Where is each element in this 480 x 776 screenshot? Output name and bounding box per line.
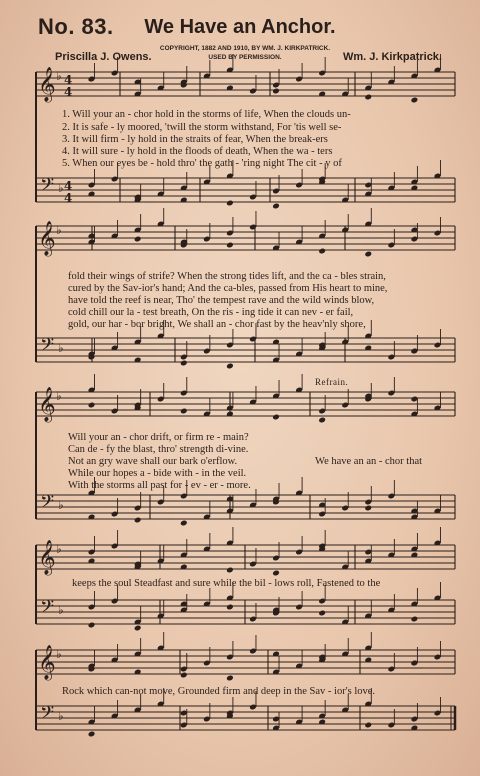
bass-clef: 𝄢 bbox=[40, 175, 55, 200]
flat-sign: ♭ bbox=[56, 69, 62, 83]
treble-clef: 𝄞 bbox=[38, 221, 56, 256]
treble-clef: 𝄞 bbox=[38, 387, 56, 422]
flat-sign: ♭ bbox=[58, 709, 64, 723]
note-head bbox=[180, 360, 188, 367]
verse-5-line-1: 5. When our eyes be - hold thro' the gath - 'ring night The cit - y of bbox=[62, 158, 342, 169]
verse-3-line-3: Not an gry wave shall our bark o'erflow. bbox=[68, 456, 238, 467]
verse-1-line-2: fold their wings of strife? When the strong tides lift, and the ca - bles strain, bbox=[68, 271, 386, 282]
verse-2-line-1: 2. It is safe - ly moored, 'twill the storm withstand, For 'tis well se- bbox=[62, 122, 342, 133]
treble-clef: 𝄞 bbox=[38, 540, 56, 575]
time-signature: 4 bbox=[64, 179, 73, 193]
note-head bbox=[226, 675, 234, 682]
bass-clef: 𝄢 bbox=[40, 703, 55, 728]
note-head bbox=[272, 570, 280, 577]
treble-clef: 𝄞 bbox=[38, 645, 56, 680]
hymn-number: No. 83. bbox=[38, 14, 114, 39]
verse-3-line-1: 3. It will firm - ly hold in the straits of fear, When the break-ers bbox=[62, 134, 328, 145]
verse-2-line-2: cured by the Sav-ior's hand; And the ca-bles, passed from His heart to mine, bbox=[68, 283, 388, 294]
note-head bbox=[364, 722, 372, 729]
flat-sign: ♭ bbox=[58, 181, 64, 195]
note-head bbox=[180, 672, 188, 679]
composer-credit: Wm. J. Kirkpatrick. bbox=[342, 51, 442, 63]
note-head bbox=[134, 625, 142, 632]
note-head bbox=[272, 414, 280, 421]
note-head bbox=[226, 242, 234, 249]
verse-1-line-1: 1. Will your an - chor hold in the storms of life, When the clouds un- bbox=[62, 109, 351, 120]
refrain-line-2: Rock which can-not move, Grounded firm and deep in the Sav - ior's love. bbox=[62, 686, 376, 697]
note-head bbox=[411, 97, 419, 104]
bass-clef: 𝄢 bbox=[40, 492, 55, 517]
note-head bbox=[88, 731, 96, 738]
copyright-line: COPYRIGHT, 1882 AND 1910, BY WM. J. KIRKPATRICK. bbox=[159, 45, 331, 52]
time-signature: 4 bbox=[64, 191, 73, 205]
lyricist-credit: Priscilla J. Owens. bbox=[55, 51, 152, 63]
note-head bbox=[318, 248, 326, 255]
time-signature: 4 bbox=[64, 73, 73, 87]
note-head bbox=[364, 94, 372, 101]
verse-5-line-3: With the storms all past for - ev - er - more. bbox=[68, 480, 251, 491]
note-head bbox=[364, 251, 372, 258]
flat-sign: ♭ bbox=[56, 389, 62, 403]
verse-4-line-2: cold chill our la - test breath, On the ris - ing tide it can nev - er fail, bbox=[68, 307, 354, 318]
flat-sign: ♭ bbox=[56, 223, 62, 237]
note-head bbox=[226, 363, 234, 370]
note-head bbox=[88, 622, 96, 629]
note-head bbox=[88, 402, 96, 409]
note-head bbox=[411, 616, 419, 623]
note-head bbox=[180, 408, 188, 415]
flat-sign: ♭ bbox=[56, 542, 62, 556]
note-head bbox=[318, 610, 326, 617]
verse-3-line-2: have told the reef is near, Tho' the tempest rave and the wild winds blow, bbox=[68, 295, 375, 306]
note-head bbox=[272, 203, 280, 210]
flat-sign: ♭ bbox=[58, 498, 64, 512]
flat-sign: ♭ bbox=[58, 603, 64, 617]
verse-2-line-3: Can de - fy the blast, thro' strength di-vine. bbox=[68, 444, 249, 455]
verse-5-line-2: gold, our har - bor bright, We shall an - chor fast by the heav'nly shore, bbox=[68, 319, 366, 330]
treble-clef: 𝄞 bbox=[38, 67, 56, 102]
permission-line: USED BY PERMISSION. bbox=[208, 54, 282, 61]
note-head bbox=[226, 567, 234, 574]
note-head bbox=[272, 88, 280, 95]
verse-4-line-3: While our hopes a - bide with - in the veil. bbox=[68, 468, 247, 479]
note-head bbox=[180, 520, 188, 527]
refrain-start-line: We have an an - chor that bbox=[315, 456, 423, 467]
bass-clef: 𝄢 bbox=[40, 335, 55, 360]
refrain-label: Refrain. bbox=[315, 377, 349, 387]
flat-sign: ♭ bbox=[58, 341, 64, 355]
note-head bbox=[226, 200, 234, 207]
bass-clef: 𝄢 bbox=[40, 597, 55, 622]
note-head bbox=[226, 604, 234, 611]
note-head bbox=[134, 517, 142, 524]
note-head bbox=[364, 505, 372, 512]
refrain-line-1: keeps the soul Steadfast and sure while the bil - lows roll, Fastened to the bbox=[72, 578, 381, 589]
flat-sign: ♭ bbox=[56, 647, 62, 661]
time-signature: 4 bbox=[64, 85, 73, 99]
hymn-title: We Have an Anchor. bbox=[144, 16, 336, 38]
note-head bbox=[134, 236, 142, 243]
verse-4-line-1: 4. It will sure - ly hold in the floods of death, When the wa - ters bbox=[62, 146, 333, 157]
note-head bbox=[318, 417, 326, 424]
verse-1-line-3: Will your an - chor drift, or firm re - main? bbox=[68, 432, 249, 443]
